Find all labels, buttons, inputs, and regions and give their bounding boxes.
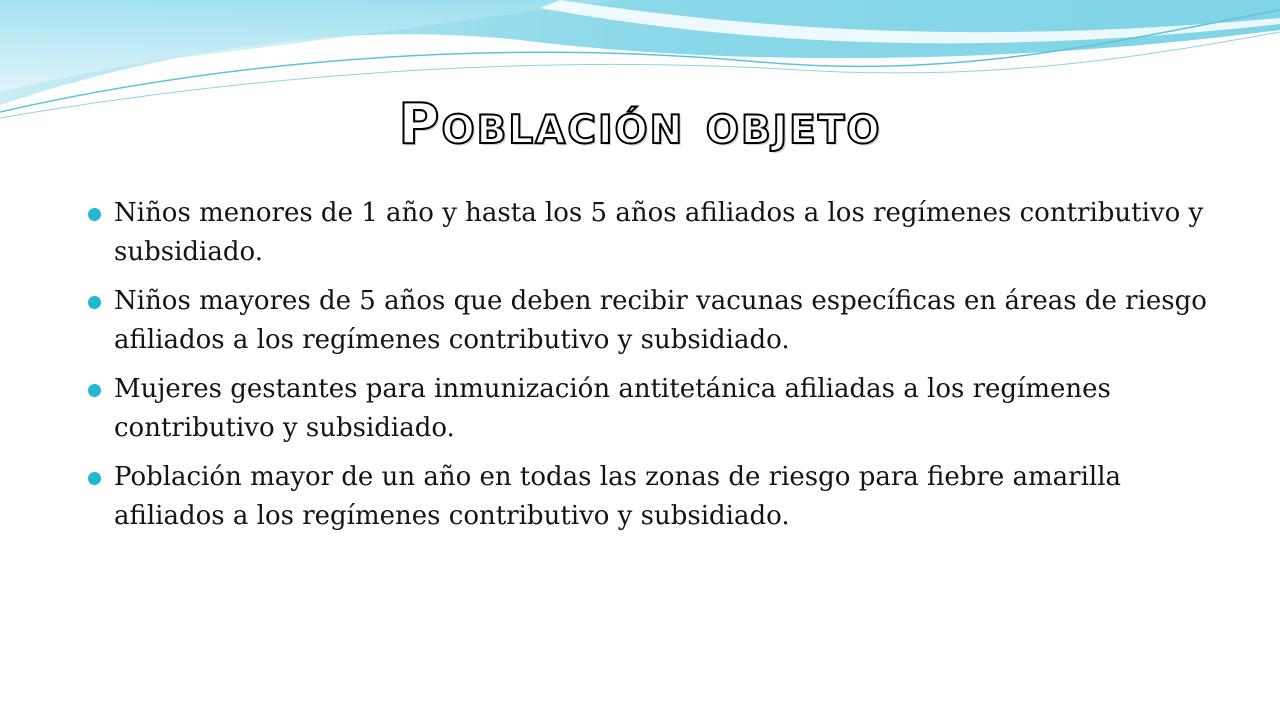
bullet-dot-icon xyxy=(88,208,101,221)
bullet-dot-icon xyxy=(88,472,101,485)
bullet-text: Niños mayores de 5 años que deben recibir vacunas específicas en áreas de riesgo afiliados a los regímenes contributivo y subsidiado. xyxy=(114,286,1207,355)
bullet-text: Mujeres gestantes para inmunización antitetánica afiliadas a los regímenes contributivo y subsidiado. xyxy=(114,374,1111,443)
bullet-text: Niños menores de 1 año y hasta los 5 años afiliados a los regímenes contributivo y subsidiado. xyxy=(114,198,1204,267)
bullet-text: Población mayor de un año en todas las zonas de riesgo para fiebre amarilla afiliados a los regímenes contributivo y subsidiado. xyxy=(114,462,1122,531)
list-item xyxy=(88,194,1218,272)
slide-title: Población objeto xyxy=(398,92,882,157)
list-item xyxy=(88,458,1218,536)
list-item xyxy=(88,282,1218,360)
bullet-list xyxy=(88,194,1218,546)
list-item xyxy=(88,370,1218,448)
bullet-dot-icon xyxy=(88,384,101,397)
bullet-dot-icon xyxy=(88,296,101,309)
